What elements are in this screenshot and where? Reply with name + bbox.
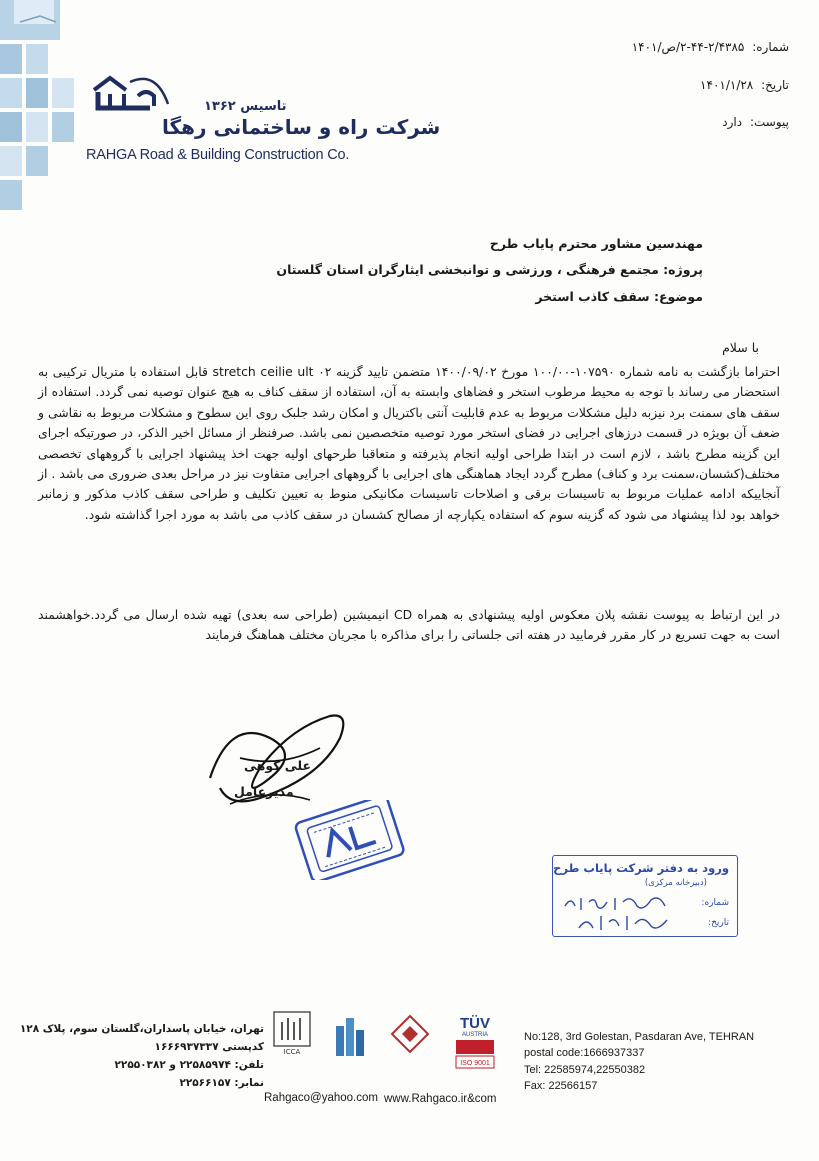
company-name-fa: شرکت راه و ساختمانی رهگا [162, 115, 441, 139]
greeting: با سلام [722, 340, 759, 355]
header-photo-strip [0, 0, 96, 215]
icca-logo-icon [272, 1010, 312, 1056]
footer-en-postal: postal code:1666937337 [524, 1047, 645, 1060]
signatory-title: مدیرعامل [234, 784, 294, 799]
building-photo-icon [0, 0, 96, 215]
letter-number-label: شماره: [752, 40, 789, 54]
company-seal-icon [284, 800, 414, 880]
company-established: تاسیس ۱۳۶۲ [204, 99, 287, 114]
letter-date-value: ۱۴۰۱/۱/۲۸ [700, 78, 754, 92]
letter-attachment-label: پیوست: [749, 115, 789, 129]
signatory-name: علی کوهی [244, 758, 312, 773]
footer-en-line-1: No:128, 3rd Golestan, Pasdaran Ave, TEHRAN [524, 1031, 755, 1043]
building-association-icon [332, 1012, 368, 1060]
company-name-en: RAHGA Road & Building Construction Co. [86, 147, 350, 163]
footer-en-tel: Tel: 22585974,22550382 [524, 1063, 646, 1076]
footer-fa-postal: کدپستی ۱۶۶۶۹۳۷۳۳۷ [154, 1041, 264, 1053]
recipient-project [276, 262, 703, 277]
subject-value: سقف کاذب استخر [535, 289, 650, 304]
footer-address-en [524, 1029, 754, 1095]
stamp-subtitle: (دبیرخانه مرکزی) [644, 878, 707, 888]
body-paragraph-2: در این ارتباط به پیوست نقشه پلان معکوس اولیه پیشنهادی به همراه CD انیمیشین (طراحی سه بعدی) تهیه شده ارسال می گردد.خواهشمند است به جهت تسریع در کار مقرر فرمایید در هفته اتی جلساتی را برای مذاکره با مجریان مختلف هماهنگ فرمایند [38, 607, 780, 643]
letter-date-label: تاریخ: [761, 78, 789, 92]
letter-attachment [722, 115, 789, 129]
recipient-subject [535, 289, 703, 304]
tuv-badge [452, 1012, 498, 1076]
consortium-badge [390, 1014, 430, 1064]
footer-website: www.Rahgaco.ir&com [384, 1093, 497, 1105]
letter-attachment-value: دارد [722, 115, 743, 129]
association-badge [332, 1012, 368, 1064]
certification-badges [262, 1010, 512, 1092]
letter-number-value: ۲/۴۳۸۵-۴۴-۲/ص/۱۴۰۱ [631, 40, 745, 54]
consortium-logo-icon [390, 1014, 430, 1060]
tuv-sublabel: AUSTRIA [461, 1032, 489, 1038]
letter-number [632, 40, 789, 54]
footer-email: Rahgaco@yahoo.com [264, 1092, 378, 1104]
recipient-addressee: مهندسین مشاور محترم پایاب طرح [489, 236, 703, 251]
stamp-number-label: شماره: [701, 898, 729, 908]
tuv-austria-icon [452, 1012, 498, 1072]
tuv-label: TÜV [460, 1015, 490, 1032]
icca-label: ICCA [283, 1048, 301, 1056]
incoming-stamp [552, 855, 738, 937]
footer-fa-phone: تلفن: ۲۲۵۸۵۹۷۴ و ۲۲۵۵۰۳۸۲ [114, 1059, 264, 1071]
subject-label: موضوع: [653, 289, 703, 304]
rahga-logo-icon [90, 72, 170, 112]
footer-fa-fax: نمابر: ۲۲۵۶۶۱۵۷ [179, 1077, 264, 1089]
body-paragraph-1: احتراما بازگشت به نامه شماره ۱۰۷۵۹۰-۱۰۰/۰۰ مورخ ۱۴۰۰/۰۹/۰۲ متضمن تایید گزینه ۰۲ stretch ceilie ult قابل استفاده با متریال ترکیبی به استحضار می رساند با توجه به محیط مرطوب استخر و فضاهای وابسته به آن، استفاده از سقف کناف به هیچ عنوان توصیه نمی گردد. استفاده از سقف های سمنت برد نیزبه دلیل مشکلات مربوط به عدم قابلیت آنتی باکتریال و امکان رشد جلبک روی این سطوح و مشکلات مربوط به نقاشی و ضعف آن بویژه در قسمت درزهای اجرایی در فضای استخر مورد توصیه متخصصین نمی باشد. صرفنظر از مسائل اخیر الذکر، در صورتیکه اجرای این گزینه مطرح باشد ، لازم است در ابتدا طراحی اولیه انجام پذیرفته و متعاقبا طرحهای اولیه جهت اخذ پیشنهاد اجرایی با گروههای تخصصی مختلف(کشسان،سمنت برد و کناف) مطرح گردد ایجاد هماهنگی های اجرایی با گروههای اجرایی متفاوت نیز در مراحل بعدی ضروری می باشد . از آنجاییکه ادامه عملیات مربوط به تاسیسات برقی و اصلاحات تاسیسات مکانیکی منوط به تعیین تکلیف و طراحی سقف کاذب مذکور و زمانبر خواهد بود لذا پیشنهاد می شود که گزینه سوم که استفاده یکپارچه از مصالح کشسان در سقف کاذب می باشد به مورد اجرا گذاشته شود. [38, 364, 781, 522]
letter-date [700, 78, 789, 92]
stamp-handwriting-number [561, 892, 681, 914]
iso-label: ISO 9001 [460, 1060, 490, 1067]
icca-badge [272, 1010, 312, 1060]
project-label: پروژه: [663, 262, 703, 277]
stamp-handwriting-date [575, 912, 675, 934]
stamp-title: ورود به دفتر شرکت پایاب طرح [553, 861, 729, 875]
stamp-date-label: تاریخ: [708, 918, 729, 928]
company-logo [84, 66, 441, 176]
project-value: مجتمع فرهنگی ، ورزشی و توانبخشی ایثارگران استان گلستان [276, 262, 659, 277]
footer-en-fax: Fax: 22566157 [524, 1080, 598, 1093]
footer-fa-line-1: تهران، خیابان پاسداران،گلستان سوم، پلاک ۱۲۸ [19, 1023, 264, 1035]
footer-address-fa [20, 1020, 264, 1092]
